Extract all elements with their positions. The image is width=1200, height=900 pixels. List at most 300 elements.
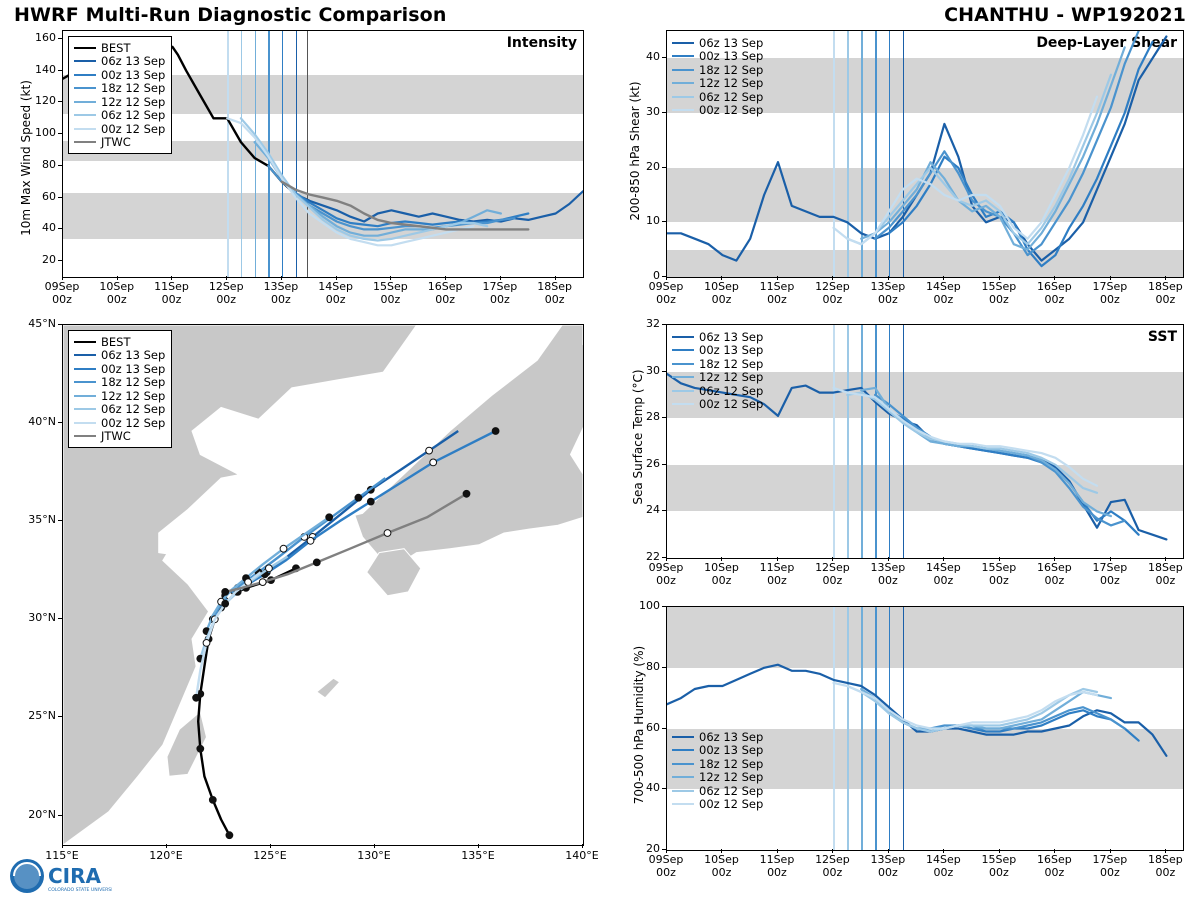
legend-row	[74, 335, 165, 349]
y-tick-mark	[58, 197, 62, 198]
x-tick-mark	[390, 276, 391, 280]
legend-swatch	[74, 354, 96, 356]
y-tick-mark	[58, 520, 62, 521]
y-tick-mark	[662, 464, 666, 465]
legend-swatch	[74, 128, 96, 130]
legend-row	[672, 757, 763, 771]
legend-label: 06z 13 Sep	[699, 729, 764, 744]
track-marker	[226, 832, 233, 839]
y-tick-label: 120	[35, 94, 56, 108]
x-tick-label: 15Sep 00z	[981, 561, 1017, 587]
series-line	[847, 75, 1111, 245]
y-tick-label: 10	[646, 214, 660, 228]
legend-label: 00z 13 Sep	[101, 67, 166, 82]
legend-row	[672, 384, 763, 398]
legend-row	[672, 344, 763, 358]
x-tick-label: 09Sep 00z	[648, 853, 684, 879]
x-tick-mark	[117, 276, 118, 280]
y-tick-mark	[662, 510, 666, 511]
legend-label: 00z 12 Sep	[699, 103, 764, 118]
legend-row	[74, 136, 165, 150]
legend-swatch	[672, 749, 694, 751]
legend-swatch	[672, 736, 694, 738]
series-line	[834, 97, 1098, 245]
legend	[68, 330, 172, 448]
legend-row	[74, 122, 165, 136]
y-tick-label: 20	[646, 159, 660, 173]
x-tick-mark	[1054, 557, 1055, 561]
x-tick-label: 15Sep 00z	[981, 853, 1017, 879]
legend-label: 06z 12 Sep	[101, 108, 166, 123]
legend-swatch	[74, 101, 96, 103]
y-tick-mark	[662, 606, 666, 607]
legend-label: 12z 12 Sep	[699, 370, 764, 385]
legend-swatch	[74, 395, 96, 397]
x-tick-label: 17Sep 00z	[1092, 280, 1128, 306]
legend-row	[74, 376, 165, 390]
legend-row	[74, 430, 165, 444]
y-tick-label: 22	[646, 550, 660, 563]
x-tick-mark	[999, 849, 1000, 853]
x-tick-label: 14Sep 00z	[318, 280, 354, 306]
y-tick-mark	[58, 324, 62, 325]
legend-row	[672, 398, 763, 412]
track-x-tick: 120°E	[149, 849, 183, 862]
legend-row	[672, 77, 763, 91]
y-tick-mark	[662, 221, 666, 222]
series-line	[834, 683, 1098, 729]
legend	[68, 36, 172, 154]
x-tick-mark	[1110, 849, 1111, 853]
track-y-tick: 40°N	[28, 415, 56, 429]
shear-ylabel: 200-850 hPa Shear (kt)	[628, 81, 642, 221]
track-marker	[430, 459, 437, 466]
y-tick-mark	[58, 422, 62, 423]
y-tick-label: 24	[646, 503, 660, 517]
x-tick-mark	[1165, 276, 1166, 280]
y-tick-label: 32	[646, 317, 660, 330]
x-tick-mark	[500, 276, 501, 280]
x-tick-mark	[999, 557, 1000, 561]
y-tick-mark	[662, 57, 666, 58]
track-y-tick: 30°N	[28, 611, 56, 625]
legend-label: 00z 12 Sep	[101, 415, 166, 430]
legend-swatch	[672, 776, 694, 778]
x-tick-mark	[721, 557, 722, 561]
legend-row	[672, 330, 763, 344]
x-tick-mark	[943, 276, 944, 280]
x-tick-label: 12Sep 00z	[208, 280, 244, 306]
legend	[672, 330, 763, 411]
y-tick-mark	[58, 38, 62, 39]
legend-label: 06z 13 Sep	[101, 54, 166, 69]
x-tick-mark	[832, 557, 833, 561]
x-tick-label: 16Sep 00z	[1037, 280, 1072, 306]
x-tick-label: 10Sep 00z	[704, 561, 739, 587]
track-marker	[367, 498, 374, 505]
figure-title-right: CHANTHU - WP192021	[944, 4, 1186, 26]
x-tick-mark	[226, 276, 227, 280]
x-tick-label: 10Sep 00z	[704, 853, 739, 879]
track-marker	[197, 745, 204, 752]
x-tick-mark	[166, 844, 167, 848]
y-tick-label: 160	[35, 30, 56, 44]
x-tick-mark	[777, 276, 778, 280]
x-tick-label: 09Sep 00z	[44, 280, 80, 306]
y-tick-mark	[58, 165, 62, 166]
x-tick-mark	[555, 276, 556, 280]
legend-label: 18z 12 Sep	[101, 81, 166, 96]
legend-swatch	[672, 403, 694, 405]
y-tick-label: 26	[646, 456, 660, 470]
x-tick-mark	[943, 849, 944, 853]
y-tick-label: 100	[639, 599, 660, 612]
x-tick-mark	[171, 276, 172, 280]
legend-row	[74, 403, 165, 417]
legend-label: BEST	[101, 334, 131, 349]
panel-sst	[600, 317, 1200, 600]
x-tick-mark	[721, 276, 722, 280]
legend-swatch	[672, 349, 694, 351]
x-tick-mark	[336, 276, 337, 280]
legend-swatch	[672, 96, 694, 98]
legend-row	[672, 798, 763, 812]
x-tick-mark	[721, 849, 722, 853]
legend-row	[74, 349, 165, 363]
legend-swatch	[74, 114, 96, 116]
y-tick-mark	[662, 167, 666, 168]
x-tick-label: 16Sep 00z	[1037, 561, 1072, 587]
y-tick-label: 28	[646, 410, 660, 424]
x-tick-mark	[888, 557, 889, 561]
y-tick-mark	[58, 133, 62, 134]
track-x-tick: 115°E	[45, 849, 79, 862]
x-tick-mark	[666, 849, 667, 853]
legend-swatch	[672, 803, 694, 805]
x-tick-mark	[832, 849, 833, 853]
track-marker	[193, 694, 200, 701]
legend-label: JTWC	[101, 135, 131, 150]
x-tick-label: 14Sep 00z	[926, 280, 961, 306]
sst-title: SST	[1147, 329, 1177, 345]
panel-track	[0, 317, 599, 862]
y-tick-mark	[662, 788, 666, 789]
sst-ylabel: Sea Surface Temp (°C)	[631, 369, 645, 505]
x-tick-mark	[445, 276, 446, 280]
y-tick-label: 60	[42, 189, 56, 203]
x-tick-label: 10Sep 00z	[99, 280, 135, 306]
legend-label: 12z 12 Sep	[101, 388, 166, 403]
legend-swatch	[672, 69, 694, 71]
track-marker	[492, 428, 499, 435]
x-tick-mark	[281, 276, 282, 280]
track-marker	[259, 579, 266, 586]
x-tick-label: 13Sep 00z	[870, 853, 906, 879]
track-marker	[203, 640, 210, 647]
x-tick-label: 16Sep 00z	[1037, 853, 1072, 879]
y-tick-mark	[662, 324, 666, 325]
y-tick-mark	[662, 371, 666, 372]
legend-row	[74, 416, 165, 430]
legend	[672, 36, 763, 117]
x-tick-label: 18Sep 00z	[537, 280, 572, 306]
legend-row	[672, 744, 763, 758]
legend-swatch	[74, 141, 96, 143]
rh-plot-area	[666, 606, 1184, 851]
legend-row	[672, 730, 763, 744]
y-tick-label: 0	[653, 269, 660, 282]
legend-row	[74, 68, 165, 82]
x-tick-mark	[478, 844, 479, 848]
track-x-tick: 125°E	[253, 849, 287, 862]
x-tick-label: 11Sep 00z	[759, 280, 795, 306]
legend-label: 18z 12 Sep	[699, 62, 764, 77]
legend-label: 18z 12 Sep	[101, 375, 166, 390]
legend-swatch	[74, 381, 96, 383]
x-tick-label: 11Sep 00z	[154, 280, 189, 306]
x-tick-label: 12Sep 00z	[815, 561, 850, 587]
track-marker	[280, 545, 287, 552]
track-y-tick: 20°N	[28, 807, 56, 821]
legend-swatch	[672, 336, 694, 338]
x-tick-label: 15Sep 00z	[373, 280, 408, 306]
legend-label: 00z 12 Sep	[699, 397, 764, 412]
x-tick-label: 15Sep 00z	[981, 280, 1017, 306]
y-tick-mark	[662, 417, 666, 418]
legend-swatch	[74, 422, 96, 424]
legend-label: 06z 13 Sep	[699, 329, 764, 344]
svg-text:CIRA: CIRA	[48, 864, 101, 888]
y-tick-mark	[58, 815, 62, 816]
y-tick-mark	[58, 101, 62, 102]
x-tick-label: 12Sep 00z	[815, 280, 850, 306]
legend-swatch	[672, 763, 694, 765]
series-line	[296, 191, 583, 221]
y-tick-label: 40	[646, 781, 660, 795]
legend-swatch	[672, 82, 694, 84]
y-tick-mark	[662, 667, 666, 668]
legend-label: 12z 12 Sep	[699, 76, 764, 91]
x-tick-mark	[888, 276, 889, 280]
legend-swatch	[74, 408, 96, 410]
panel-shear	[600, 26, 1200, 316]
x-tick-mark	[999, 276, 1000, 280]
y-tick-mark	[662, 112, 666, 113]
legend-row	[672, 50, 763, 64]
intensity-ylabel: 10m Max Wind Speed (kt)	[19, 80, 33, 236]
legend-swatch	[672, 109, 694, 111]
legend-label: 00z 12 Sep	[699, 797, 764, 812]
legend-swatch	[74, 60, 96, 62]
x-tick-label: 18Sep 00z	[1147, 853, 1183, 879]
y-tick-label: 20	[42, 253, 56, 267]
legend-row	[74, 41, 165, 55]
track-marker	[313, 559, 320, 566]
y-tick-label: 30	[646, 105, 660, 118]
x-tick-label: 11Sep 00z	[759, 561, 795, 587]
x-tick-label: 16Sep 00z	[427, 280, 463, 306]
track-marker	[307, 537, 314, 544]
legend-label: 18z 12 Sep	[699, 356, 764, 371]
intensity-title: Intensity	[506, 35, 577, 51]
legend-row	[672, 357, 763, 371]
track-marker	[222, 589, 229, 596]
plot-rh-series	[667, 607, 1183, 850]
legend-row	[672, 36, 763, 50]
y-tick-label: 80	[42, 157, 56, 171]
legend-swatch	[74, 341, 96, 343]
y-tick-label: 60	[646, 720, 660, 734]
legend-label: 06z 13 Sep	[101, 348, 166, 363]
legend-label: 00z 13 Sep	[699, 743, 764, 758]
legend-row	[672, 90, 763, 104]
legend-label: 06z 12 Sep	[699, 383, 764, 398]
y-tick-mark	[58, 70, 62, 71]
x-tick-mark	[582, 844, 583, 848]
legend-label: 18z 12 Sep	[699, 756, 764, 771]
legend-swatch	[672, 363, 694, 365]
x-tick-mark	[777, 849, 778, 853]
x-tick-label: 09Sep 00z	[648, 561, 684, 587]
x-tick-mark	[270, 844, 271, 848]
legend-label: 12z 12 Sep	[101, 94, 166, 109]
figure-title-left: HWRF Multi-Run Diagnostic Comparison	[14, 4, 447, 26]
legend-swatch	[74, 74, 96, 76]
legend-label: 06z 13 Sep	[699, 35, 764, 50]
x-tick-mark	[374, 844, 375, 848]
x-tick-label: 17Sep 00z	[482, 280, 518, 306]
legend-label: 00z 13 Sep	[699, 49, 764, 64]
x-tick-label: 13Sep 00z	[263, 280, 299, 306]
track-x-tick: 140°E	[565, 849, 599, 862]
track-marker	[326, 514, 333, 521]
x-tick-mark	[62, 844, 63, 848]
legend-row	[672, 784, 763, 798]
legend-swatch	[672, 390, 694, 392]
legend-swatch	[672, 42, 694, 44]
legend-label: JTWC	[101, 429, 131, 444]
track-marker	[384, 530, 391, 537]
x-tick-label: 18Sep 00z	[1147, 280, 1183, 306]
legend-swatch	[74, 87, 96, 89]
y-tick-label: 100	[35, 126, 56, 140]
track-marker	[266, 565, 273, 572]
legend-swatch	[74, 47, 96, 49]
legend-row	[74, 95, 165, 109]
svg-text:COLORADO STATE UNIVERSITY: COLORADO STATE UNIVERSITY	[48, 888, 112, 893]
legend-row	[672, 771, 763, 785]
x-tick-mark	[1110, 557, 1111, 561]
legend-swatch	[672, 376, 694, 378]
legend-label: 00z 13 Sep	[699, 343, 764, 358]
x-tick-label: 13Sep 00z	[870, 280, 906, 306]
y-tick-mark	[58, 260, 62, 261]
x-tick-mark	[888, 849, 889, 853]
track-marker	[209, 797, 216, 804]
y-tick-mark	[662, 728, 666, 729]
x-tick-label: 14Sep 00z	[926, 853, 961, 879]
y-tick-label: 30	[646, 363, 660, 377]
legend-swatch	[74, 368, 96, 370]
x-tick-mark	[1165, 557, 1166, 561]
x-tick-label: 11Sep 00z	[759, 853, 795, 879]
y-tick-label: 80	[646, 659, 660, 673]
x-tick-label: 12Sep 00z	[815, 853, 850, 879]
x-tick-mark	[1165, 849, 1166, 853]
track-marker	[222, 600, 229, 607]
x-tick-label: 17Sep 00z	[1092, 561, 1128, 587]
track-y-tick: 25°N	[28, 709, 56, 723]
x-tick-mark	[1054, 276, 1055, 280]
x-tick-mark	[62, 276, 63, 280]
y-tick-label: 40	[646, 50, 660, 64]
track-marker	[463, 490, 470, 497]
legend-swatch	[74, 435, 96, 437]
x-tick-label: 13Sep 00z	[870, 561, 906, 587]
cira-logo	[8, 856, 112, 896]
y-tick-label: 20	[646, 842, 660, 855]
panel-intensity	[0, 26, 595, 316]
legend-label: 06z 12 Sep	[101, 402, 166, 417]
x-tick-mark	[832, 276, 833, 280]
x-tick-label: 17Sep 00z	[1092, 853, 1128, 879]
y-tick-label: 40	[42, 221, 56, 235]
track-marker	[355, 494, 362, 501]
rh-ylabel: 700-500 hPa Humidity (%)	[632, 645, 646, 805]
x-tick-label: 10Sep 00z	[704, 280, 739, 306]
x-tick-mark	[666, 557, 667, 561]
legend-row	[74, 109, 165, 123]
y-tick-mark	[58, 228, 62, 229]
legend-label: 06z 12 Sep	[699, 89, 764, 104]
legend-row	[74, 362, 165, 376]
legend-row	[672, 63, 763, 77]
track-y-tick: 45°N	[28, 317, 56, 330]
legend-row	[74, 55, 165, 69]
legend-label: BEST	[101, 40, 131, 55]
x-tick-label: 09Sep 00z	[648, 280, 684, 306]
legend	[672, 730, 763, 811]
track-y-tick: 35°N	[28, 513, 56, 527]
legend-row	[672, 371, 763, 385]
legend-swatch	[672, 790, 694, 792]
x-tick-mark	[777, 557, 778, 561]
track-x-tick: 130°E	[357, 849, 391, 862]
x-tick-mark	[666, 276, 667, 280]
panel-rh	[600, 600, 1200, 900]
legend-swatch	[672, 55, 694, 57]
legend-row	[672, 104, 763, 118]
legend-label: 00z 13 Sep	[101, 361, 166, 376]
shear-title: Deep-Layer Shear	[1036, 35, 1177, 51]
legend-row	[74, 389, 165, 403]
x-tick-label: 18Sep 00z	[1147, 561, 1183, 587]
track-x-tick: 135°E	[461, 849, 495, 862]
y-tick-label: 140	[35, 62, 56, 76]
series-line	[861, 388, 1111, 516]
legend-row	[74, 82, 165, 96]
x-tick-mark	[1054, 849, 1055, 853]
legend-label: 00z 12 Sep	[101, 121, 166, 136]
x-tick-label: 14Sep 00z	[926, 561, 961, 587]
x-tick-mark	[943, 557, 944, 561]
y-tick-mark	[58, 716, 62, 717]
legend-label: 12z 12 Sep	[699, 770, 764, 785]
y-tick-mark	[58, 618, 62, 619]
x-tick-mark	[1110, 276, 1111, 280]
legend-label: 06z 12 Sep	[699, 783, 764, 798]
track-marker	[426, 447, 433, 454]
